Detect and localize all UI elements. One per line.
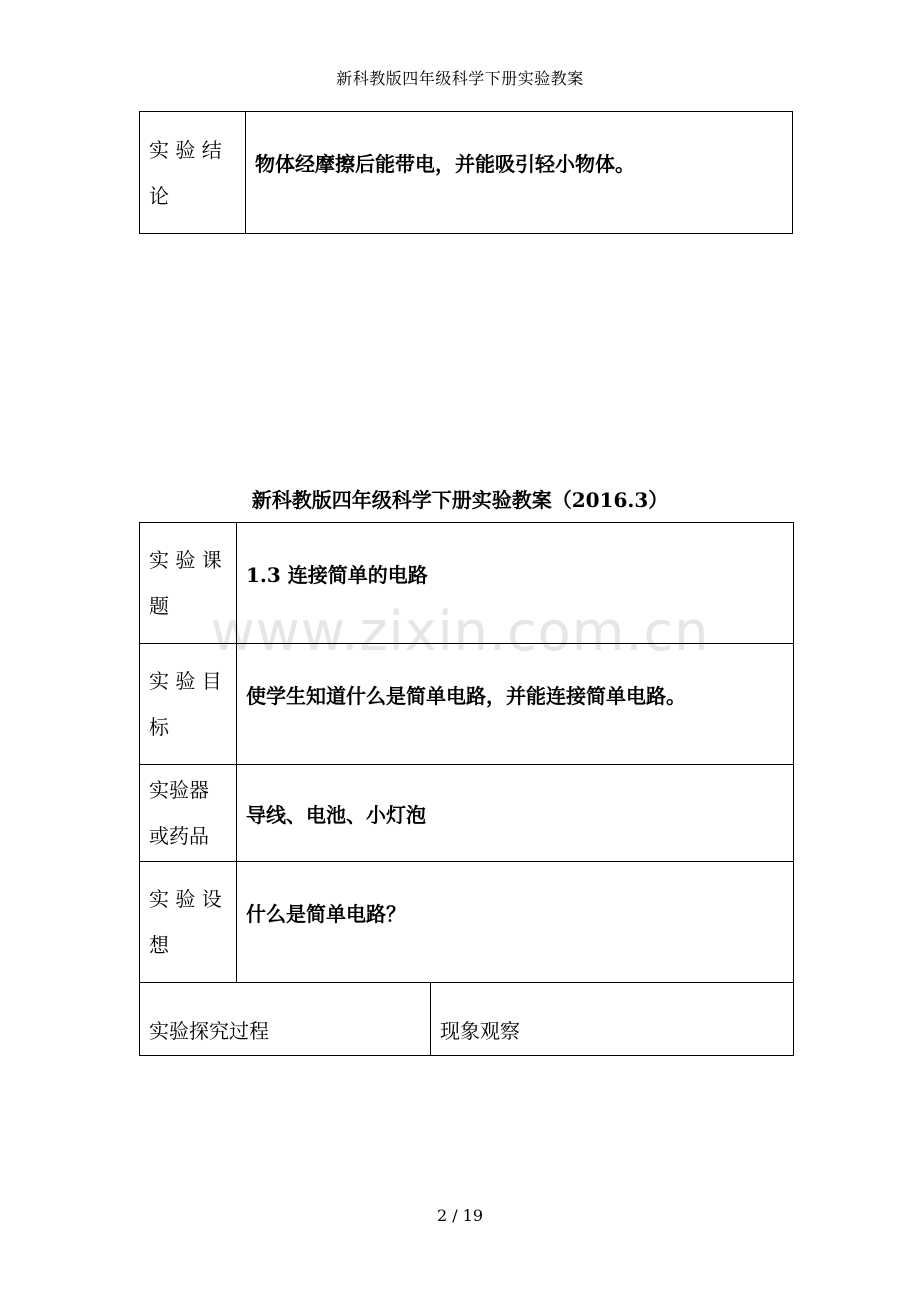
row-label <box>140 765 237 862</box>
label-line: 实 验 目 <box>149 669 222 693</box>
experiment-table <box>139 522 794 1056</box>
table-row <box>140 765 794 862</box>
row-label <box>140 112 246 234</box>
topic-value: 1.3 连接简单的电路 <box>237 523 794 644</box>
process-header: 实验探究过程 <box>140 983 431 1056</box>
objective-value: 使学生知道什么是简单电路，并能连接简单电路。 <box>237 644 794 765</box>
observation-header: 现象观察 <box>431 983 794 1056</box>
watermark: www.zixin.com.cn <box>210 600 710 663</box>
row-label <box>140 523 237 644</box>
page-number: 2 / 19 <box>436 1206 484 1225</box>
label-line: 题 <box>149 594 169 618</box>
label-line: 论 <box>149 183 169 208</box>
label-line: 或药品 <box>149 824 209 848</box>
running-header: 新科教版四年级科学下册实验教案 <box>336 69 584 88</box>
table-row <box>140 644 794 765</box>
row-label <box>140 862 237 983</box>
label-line: 想 <box>149 933 169 957</box>
table-row <box>140 862 794 983</box>
table-row <box>140 983 794 1056</box>
row-label <box>140 644 237 765</box>
table-row <box>140 523 794 644</box>
label-line: 实 验 课 <box>149 548 222 572</box>
equipment-value: 导线、电池、小灯泡 <box>237 765 794 862</box>
table-row <box>140 112 793 234</box>
conclusion-value: 物体经摩擦后能带电，并能吸引轻小物体。 <box>246 112 793 234</box>
label-line: 标 <box>149 715 169 739</box>
conclusion-table <box>139 111 793 234</box>
document-title: 新科教版四年级科学下册实验教案（2016.3） <box>251 488 669 512</box>
label-line: 实 验 设 <box>149 887 222 911</box>
label-line: 实验器 <box>149 778 209 802</box>
label-line: 实 验 结 <box>149 137 222 162</box>
hypothesis-value: 什么是简单电路？ <box>237 862 794 983</box>
